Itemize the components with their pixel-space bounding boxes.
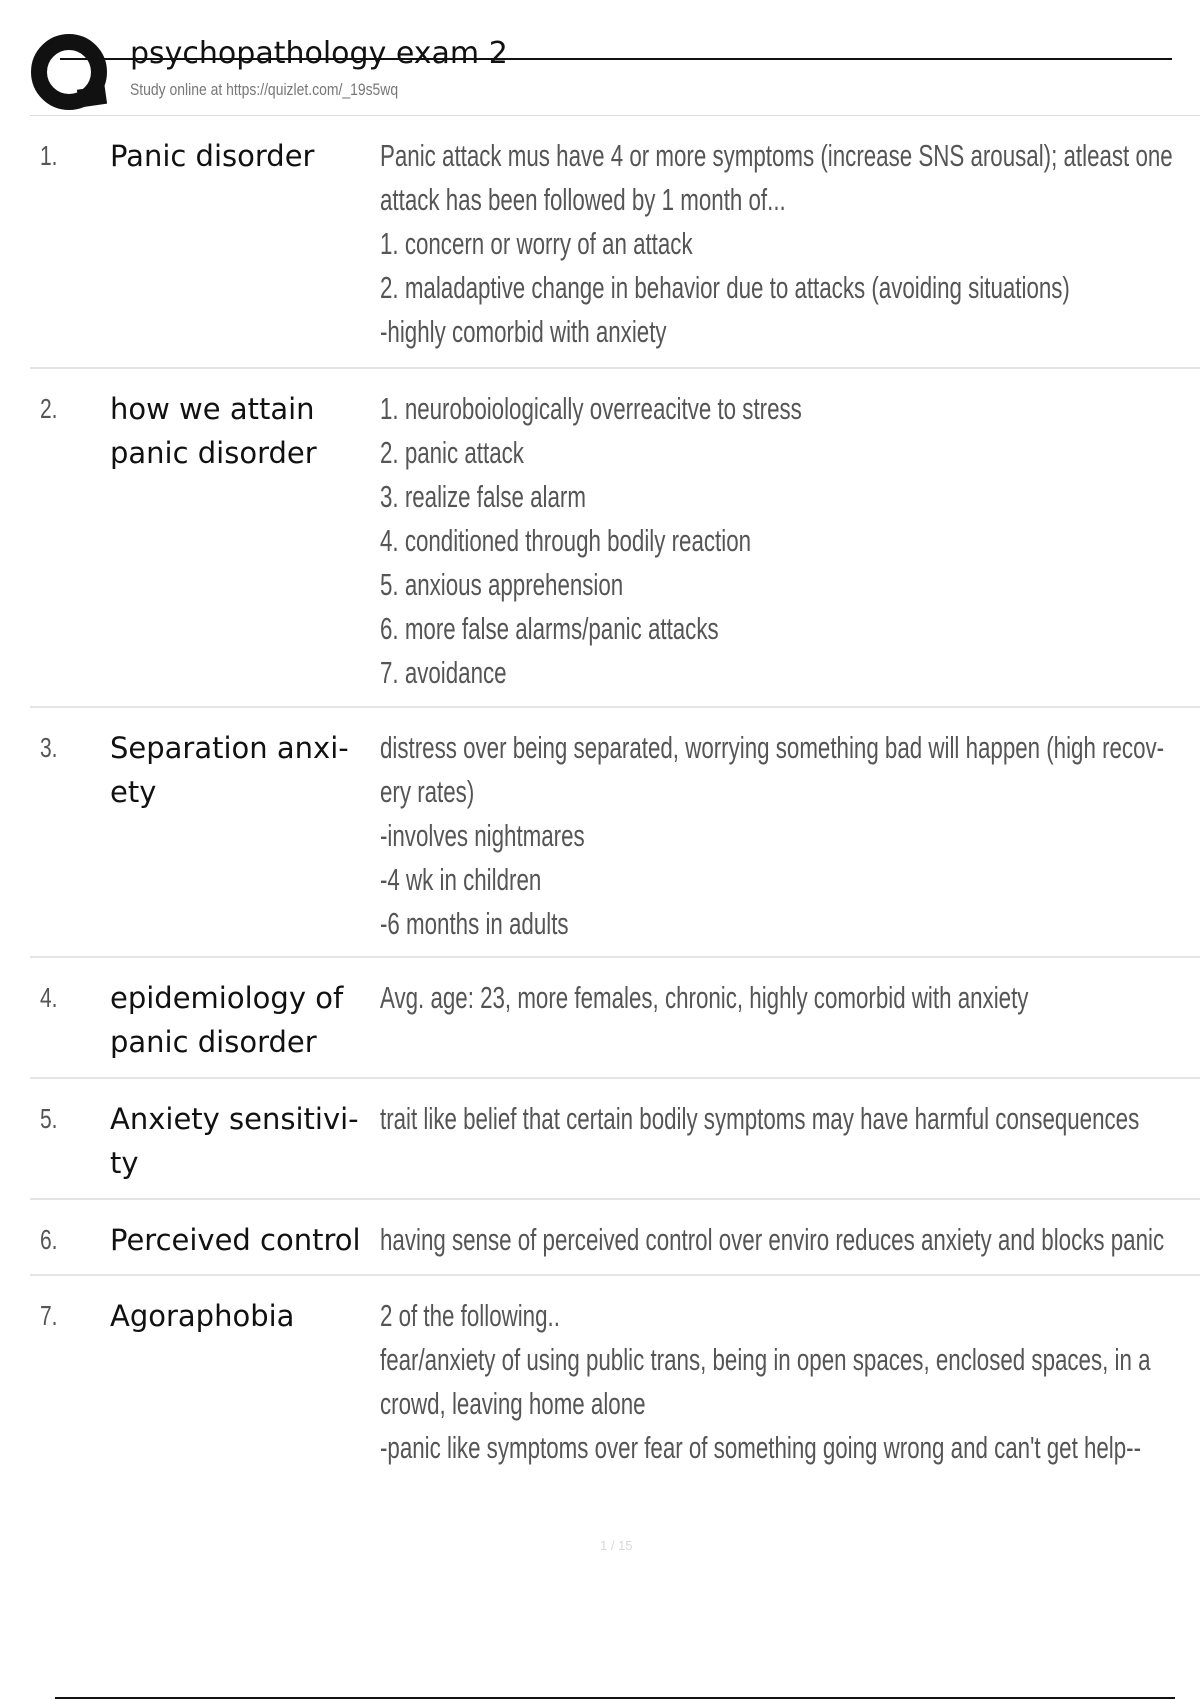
definition-line: fear/anxiety of using public trans, being in open spaces, enclosed spaces, in a [380,1342,1151,1377]
definition-line: having sense of perceived control over enviro reduces anxiety and blocks panic [380,1222,1165,1257]
card-number: 5. [40,1103,58,1134]
definition-line: ery rates) [380,774,475,809]
flashcard-row [30,1200,1200,1276]
definition-line: -panic like symptoms over fear of something going wrong and can't get help-- [380,1430,1142,1465]
flashcard-list [30,116,1200,1476]
definition-line: 5. anxious apprehension [380,567,624,602]
definition-line: 1. neuroboiologically overreacitve to stress [380,391,802,426]
definition-line: -highly comorbid with anxiety [380,314,667,349]
card-number: 4. [40,982,58,1013]
definition-line: distress over being separated, worrying something bad will happen (high recov- [380,730,1165,765]
footer-divider [55,1697,1175,1699]
definition-line: 1. concern or worry of an attack [380,226,693,261]
card-definition [380,726,1164,946]
card-term: Separation anxi- ety [110,731,349,809]
flashcard-row [30,1079,1200,1200]
page-header [30,28,1200,118]
flashcard-row [30,958,1200,1079]
definition-line: -6 months in adults [380,906,569,941]
flashcard-row [30,1276,1200,1476]
definition-line: 6. more false alarms/panic attacks [380,611,719,646]
card-term: epidemiology of panic disorder [110,981,344,1059]
definition-line: 2. maladaptive change in behavior due to attacks (avoiding situations) [380,270,1070,305]
definition-line: attack has been followed by 1 month of... [380,182,786,217]
card-term: Agoraphobia [110,1299,295,1333]
page-number: 1 / 15 [600,1538,633,1553]
definition-line: 4. conditioned through bodily reaction [380,523,752,558]
card-term: Perceived control [110,1223,361,1257]
definition-line: 3. realize false alarm [380,479,586,514]
card-number: 1. [40,140,58,171]
card-definition [380,976,1028,1020]
card-definition [380,1294,1151,1470]
flashcard-row [30,116,1200,369]
flashcard-row [30,708,1200,958]
card-term: how we attain panic disorder [110,392,317,470]
card-term: Panic disorder [110,139,315,173]
definition-line: 7. avoidance [380,655,507,690]
card-definition [380,134,1173,354]
definition-line: Avg. age: 23, more females, chronic, highly comorbid with anxiety [380,980,1029,1015]
card-definition [380,1097,1139,1141]
definition-line: crowd, leaving home alone [380,1386,646,1421]
definition-line: -involves nightmares [380,818,585,853]
card-number: 2. [40,393,58,424]
definition-line: trait like belief that certain bodily symptoms may have harmful consequences [380,1101,1140,1136]
study-online-link-text[interactable]: Study online at https://quizlet.com/_19s5wq [130,80,399,99]
card-number: 6. [40,1224,58,1255]
definition-line: Panic attack mus have 4 or more symptoms (increase SNS arousal); atleast one [380,138,1173,173]
card-term: Anxiety sensitivi- ty [110,1102,359,1180]
quizlet-logo-icon [30,32,112,114]
definition-line: 2 of the following.. [380,1298,560,1333]
card-definition [380,1218,1164,1262]
card-number: 7. [40,1300,58,1331]
definition-line: 2. panic attack [380,435,524,470]
page-title: psychopathology exam 2 [130,36,508,71]
definition-line: -4 wk in children [380,862,542,897]
card-number: 3. [40,732,58,763]
card-definition [380,387,802,695]
flashcard-row [30,369,1200,708]
